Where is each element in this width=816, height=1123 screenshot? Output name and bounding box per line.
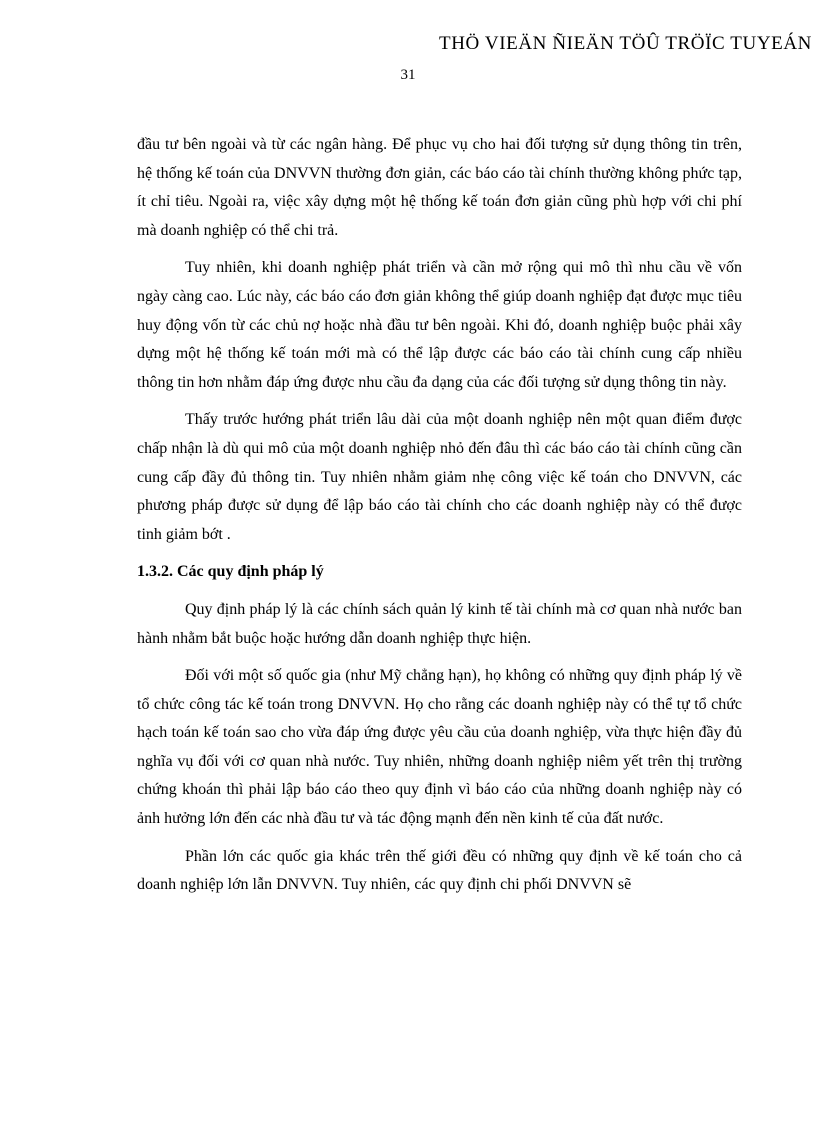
page-number: 31 bbox=[400, 67, 416, 83]
paragraph-2: Tuy nhiên, khi doanh nghiệp phát triển và cần mở rộng qui mô thì nhu cầu về vốn ngày càng cao. Lúc này, các báo cáo đơn giản không thể giúp doanh nghiệp đạt được mục tiêu huy động vốn từ các chủ nợ hoặc nhà đầu tư bên ngoài. Khi đó, doanh nghiệp buộc phải xây dựng một hệ thống kế toán mới mà có thể lập được các báo cáo tài chính cung cấp nhiều thông tin hơn nhằm đáp ứng được nhu cầu đa dạng của các đối tượng sử dụng thông tin này. bbox=[137, 259, 742, 391]
paragraph-1: đầu tư bên ngoài và từ các ngân hàng. Để phục vụ cho hai đối tượng sử dụng thông tin trên, hệ thống kế toán của DNVVN thường đơn giản, các báo cáo tài chính thường không phức tạp, ít chỉ tiêu. Ngoài ra, việc xây dựng một hệ thống kế toán đơn giản cũng phù hợp với chi phí mà doanh nghiệp có thể chi trả. bbox=[137, 136, 742, 239]
paragraph-4: Quy định pháp lý là các chính sách quản lý kinh tế tài chính mà cơ quan nhà nước ban hành nhằm bắt buộc hoặc hướng dẫn doanh nghiệp thực hiện. bbox=[137, 600, 742, 647]
paragraph-6: Phần lớn các quốc gia khác trên thế giới đều có những quy định về kế toán cho cả doanh nghiệp lớn lẫn DNVVN. Tuy nhiên, các quy định chi phối DNVVN sẽ bbox=[137, 847, 742, 894]
paragraph-5: Đối với một số quốc gia (như Mỹ chẳng hạn), họ không có những quy định pháp lý về tổ chức công tác kế toán trong DNVVN. Họ cho rằng các doanh nghiệp này có thể tự tổ chức hạch toán kế toán sao cho vừa đáp ứng được yêu cầu của doanh nghiệp, vừa thực hiện đầy đủ nghĩa vụ đối với cơ quan nhà nước. Tuy nhiên, những doanh nghiệp niêm yết trên thị trường chứng khoán thì phải lập báo cáo theo quy định vì báo cáo của những doanh nghiệp này có ảnh hưởng lớn đến các nhà đầu tư và tác động mạnh đến nền kinh tế của đất nước. bbox=[137, 667, 742, 828]
header-title: THÖ VIEÄN ÑIEÄN TÖÛ TRÖÏC TUYEÁN bbox=[439, 33, 812, 54]
page-content bbox=[137, 131, 742, 909]
section-heading: 1.3.2. Các quy định pháp lý bbox=[137, 563, 324, 581]
paragraph-3: Thấy trước hướng phát triển lâu dài của một doanh nghiệp nên một quan điểm được chấp nhận là dù qui mô của một doanh nghiệp nhỏ đến đâu thì các báo cáo tài chính cũng cần cung cấp đầy đủ thông tin. Tuy nhiên nhằm giảm nhẹ công việc kế toán cho DNVVN, các phương pháp được sử dụng để lập báo cáo tài chính cho các doanh nghiệp này có thể được tinh giảm bớt . bbox=[137, 411, 742, 543]
